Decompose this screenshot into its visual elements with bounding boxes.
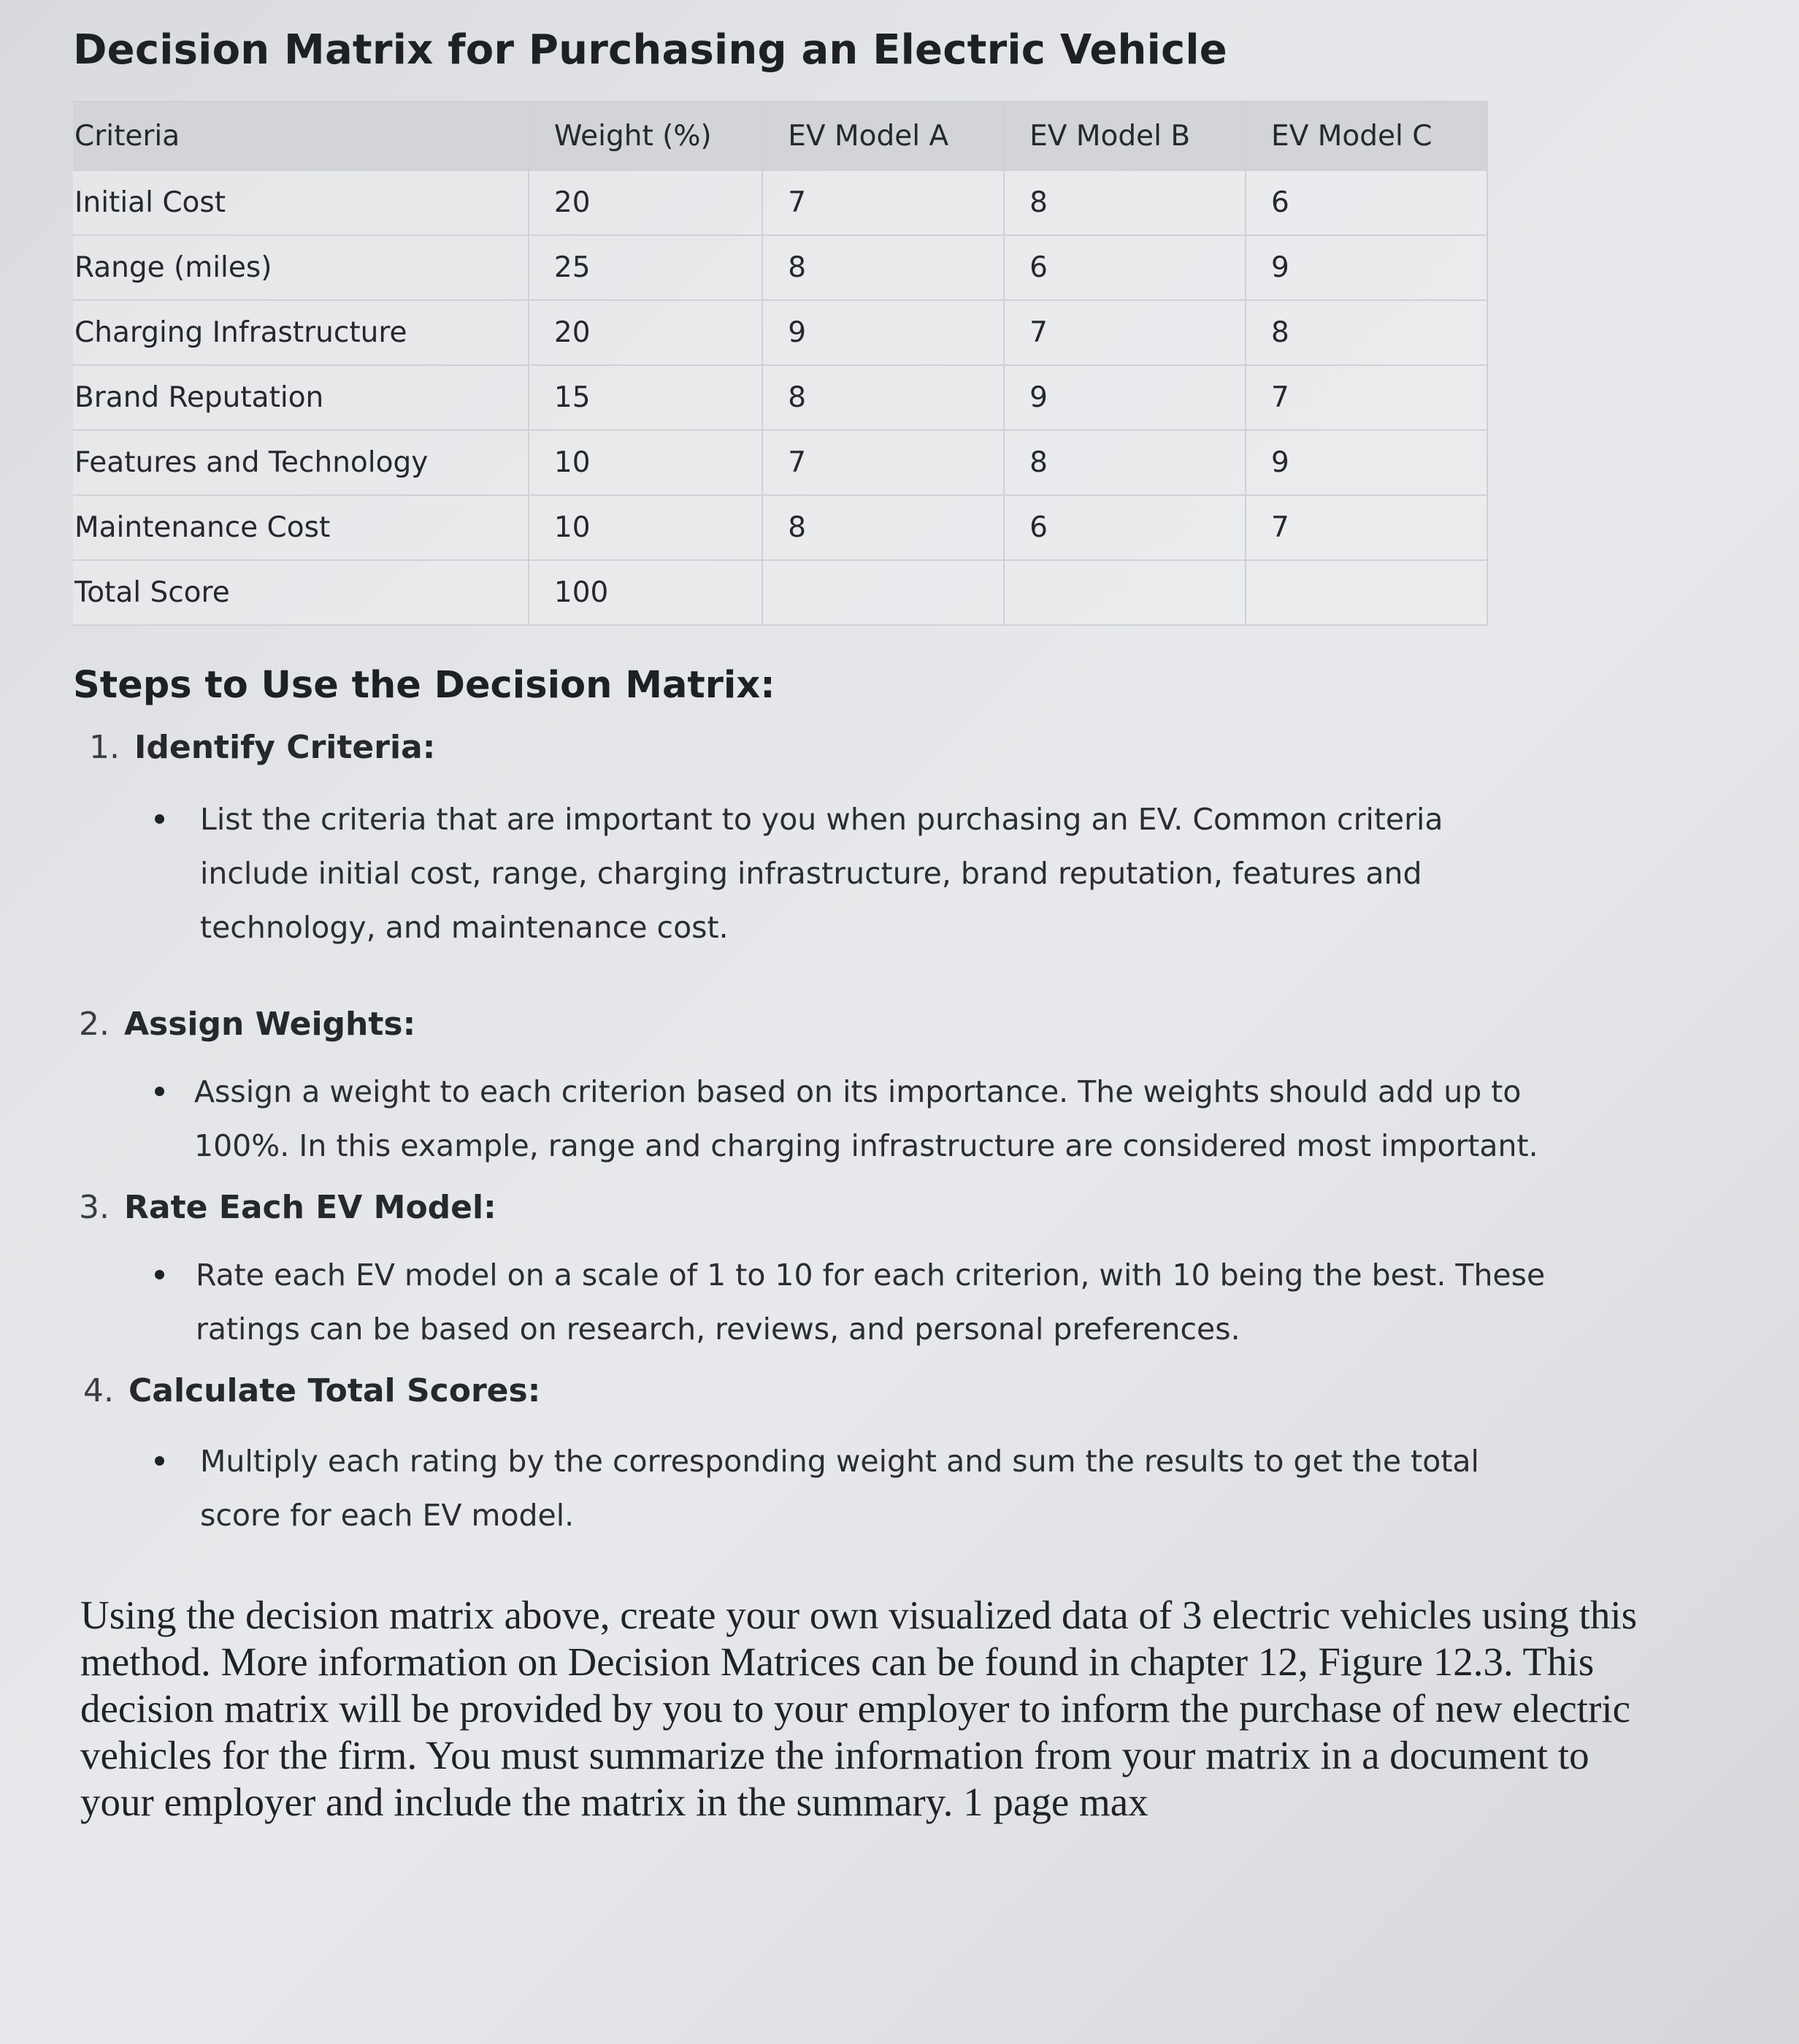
header-weight: Weight (%) [529, 102, 762, 170]
table-row [73, 300, 1487, 365]
page-title: Decision Matrix for Purchasing an Electric Vehicle [73, 26, 1227, 74]
cell-model-a: 8 [762, 495, 1004, 560]
cell-criteria: Range (miles) [73, 235, 529, 300]
cell-weight: 15 [529, 365, 762, 430]
cell-criteria: Features and Technology [73, 430, 529, 495]
step-heading [73, 729, 1738, 766]
step-heading-text: Assign Weights: [124, 1006, 416, 1043]
cell-model-c: 6 [1246, 170, 1487, 235]
cell-weight: 100 [529, 560, 762, 625]
cell-criteria: Charging Infrastructure [73, 300, 529, 365]
cell-model-a [762, 560, 1004, 625]
cell-model-b: 9 [1004, 365, 1246, 430]
cell-model-b [1004, 560, 1246, 625]
cell-criteria: Brand Reputation [73, 365, 529, 430]
header-ev-model-a: EV Model A [762, 102, 1004, 170]
step-number: 2. [79, 1006, 110, 1043]
step-bullets [73, 1248, 1738, 1356]
table-row [73, 365, 1487, 430]
cell-weight: 10 [529, 430, 762, 495]
table-header-row [73, 102, 1487, 170]
cell-model-b: 7 [1004, 300, 1246, 365]
decision-matrix-table [73, 101, 1488, 626]
cell-model-c: 9 [1246, 235, 1487, 300]
cell-weight: 25 [529, 235, 762, 300]
cell-model-b: 8 [1004, 170, 1246, 235]
table-row [73, 235, 1487, 300]
table-row [73, 170, 1487, 235]
steps-list [73, 729, 1738, 1542]
cell-model-c [1246, 560, 1487, 625]
assignment-text: Using the decision matrix above, create your own visualized data of 3 electric vehicles using this method. More information on Decision Matrices can be found in chapter 12, Figure 12.3. This decision matrix will be provided by you to your employer to inform the purchase of new electric vehicles for the firm. You must summarize the information from your matrix in a document to your employer and include the matrix in the summary. 1 page max [80, 1593, 1638, 1824]
total-score-row [73, 560, 1487, 625]
table-row [73, 430, 1487, 495]
cell-weight: 10 [529, 495, 762, 560]
step-heading-text: Calculate Total Scores: [128, 1372, 541, 1409]
step-item [73, 729, 1738, 1006]
cell-model-a: 9 [762, 300, 1004, 365]
step-bullet: Rate each EV model on a scale of 1 to 10 for each criterion, with 10 being the best. These ratings can be based on research, reviews, and personal preferences. [73, 1248, 1554, 1356]
header-ev-model-c: EV Model C [1246, 102, 1487, 170]
cell-criteria: Total Score [73, 560, 529, 625]
step-bullet: Assign a weight to each criterion based on its importance. The weights should add up to 100%. In this example, range and charging infrastructure are considered most important. [73, 1065, 1552, 1173]
step-heading-text: Rate Each EV Model: [124, 1189, 496, 1226]
step-bullets [73, 1065, 1738, 1173]
step-heading [73, 1189, 1738, 1226]
cell-model-b: 6 [1004, 495, 1246, 560]
step-bullets [73, 1434, 1738, 1542]
cell-model-a: 7 [762, 170, 1004, 235]
step-heading [73, 1372, 1738, 1409]
document-page [73, 18, 1738, 1826]
cell-criteria: Initial Cost [73, 170, 529, 235]
step-heading-text: Identify Criteria: [134, 729, 436, 766]
step-bullet: List the criteria that are important to you when purchasing an EV. Common criteria include initial cost, range, charging infrastructure, brand reputation, features and technology, and maintenance cost. [73, 792, 1558, 954]
cell-model-a: 8 [762, 365, 1004, 430]
header-ev-model-b: EV Model B [1004, 102, 1246, 170]
step-heading [73, 1006, 1738, 1043]
cell-criteria: Maintenance Cost [73, 495, 529, 560]
cell-weight: 20 [529, 170, 762, 235]
steps-heading: Steps to Use the Decision Matrix: [73, 664, 775, 707]
cell-model-c: 7 [1246, 365, 1487, 430]
cell-model-c: 8 [1246, 300, 1487, 365]
step-item [73, 1372, 1738, 1542]
cell-model-c: 9 [1246, 430, 1487, 495]
cell-model-b: 8 [1004, 430, 1246, 495]
step-bullets [73, 792, 1738, 954]
step-bullet: Multiply each rating by the corresponding weight and sum the results to get the total score for each EV model. [73, 1434, 1558, 1542]
cell-model-b: 6 [1004, 235, 1246, 300]
step-number: 3. [79, 1189, 110, 1226]
cell-model-a: 8 [762, 235, 1004, 300]
cell-weight: 20 [529, 300, 762, 365]
step-item [73, 1189, 1738, 1372]
cell-model-a: 7 [762, 430, 1004, 495]
cell-model-c: 7 [1246, 495, 1487, 560]
table-row [73, 495, 1487, 560]
step-number: 1. [89, 729, 120, 766]
step-number: 4. [83, 1372, 114, 1409]
step-item [73, 1006, 1738, 1189]
header-criteria: Criteria [73, 102, 529, 170]
